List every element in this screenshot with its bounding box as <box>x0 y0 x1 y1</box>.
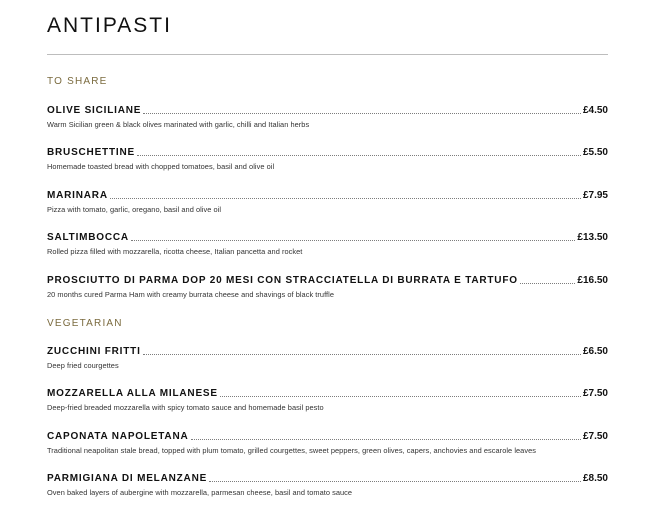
dot-leader <box>191 439 581 440</box>
dot-leader <box>131 240 575 241</box>
dot-leader <box>220 396 581 397</box>
section-heading-vegetarian: VEGETARIAN <box>47 318 123 329</box>
menu-item <box>47 345 608 370</box>
item-description: Deep-fried breaded mozzarella with spicy tomato sauce and homemade basil pesto <box>47 403 324 412</box>
item-description: Pizza with tomato, garlic, oregano, basil and olive oil <box>47 205 222 214</box>
dot-leader <box>110 198 581 199</box>
item-price: £4.50 <box>582 105 608 116</box>
item-price: £13.50 <box>577 232 608 243</box>
item-name: OLIVE SICILIANE <box>47 105 142 116</box>
item-name: BRUSCHETTINE <box>47 147 135 158</box>
item-name: ZUCCHINI FRITTI <box>47 346 141 357</box>
menu-item <box>47 430 608 455</box>
dot-leader <box>520 283 576 284</box>
menu-item <box>47 387 608 412</box>
item-description: Rolled pizza filled with mozzarella, ricotta cheese, Italian pancetta and rocket <box>47 247 303 256</box>
item-name: PARMIGIANA DI MELANZANE <box>47 473 208 484</box>
item-price: £7.50 <box>582 388 608 399</box>
dot-leader <box>143 113 581 114</box>
item-price: £7.95 <box>582 190 608 201</box>
title-divider <box>47 54 608 55</box>
dot-leader <box>209 481 581 482</box>
menu-item <box>47 104 608 129</box>
item-price: £16.50 <box>577 275 608 286</box>
item-name: SALTIMBOCCA <box>47 232 129 243</box>
menu-item <box>47 231 608 256</box>
item-description: Homemade toasted bread with chopped tomatoes, basil and olive oil <box>47 162 275 171</box>
menu-title: ANTIPASTI <box>47 14 172 37</box>
item-name: PROSCIUTTO DI PARMA DOP 20 MESI CON STRACCIATELLA DI BURRATA E TARTUFO <box>47 275 518 286</box>
item-price: £6.50 <box>582 346 608 357</box>
item-price: £7.50 <box>582 431 608 442</box>
item-description: Oven baked layers of aubergine with mozzarella, parmesan cheese, basil and tomato sauce <box>47 488 353 497</box>
menu-item <box>47 274 608 299</box>
menu-item <box>47 146 608 171</box>
item-name: MARINARA <box>47 190 108 201</box>
item-name: MOZZARELLA ALLA MILANESE <box>47 388 218 399</box>
dot-leader <box>143 354 581 355</box>
item-description: 20 months cured Parma Ham with creamy burrata cheese and shavings of black truffle <box>47 290 334 299</box>
item-description: Warm Sicilian green & black olives marinated with garlic, chilli and Italian herbs <box>47 120 310 129</box>
item-description: Deep fried courgettes <box>47 361 119 370</box>
item-name: CAPONATA NAPOLETANA <box>47 431 189 442</box>
item-price: £5.50 <box>582 147 608 158</box>
dot-leader <box>137 155 581 156</box>
item-price: £8.50 <box>582 473 608 484</box>
menu-item <box>47 189 608 214</box>
section-heading-to-share: TO SHARE <box>47 76 108 87</box>
item-description: Traditional neapolitan stale bread, topped with plum tomato, grilled courgettes, sweet peppers, green olives, capers, anchovies and escarole leaves <box>47 446 536 455</box>
menu-item <box>47 472 608 497</box>
